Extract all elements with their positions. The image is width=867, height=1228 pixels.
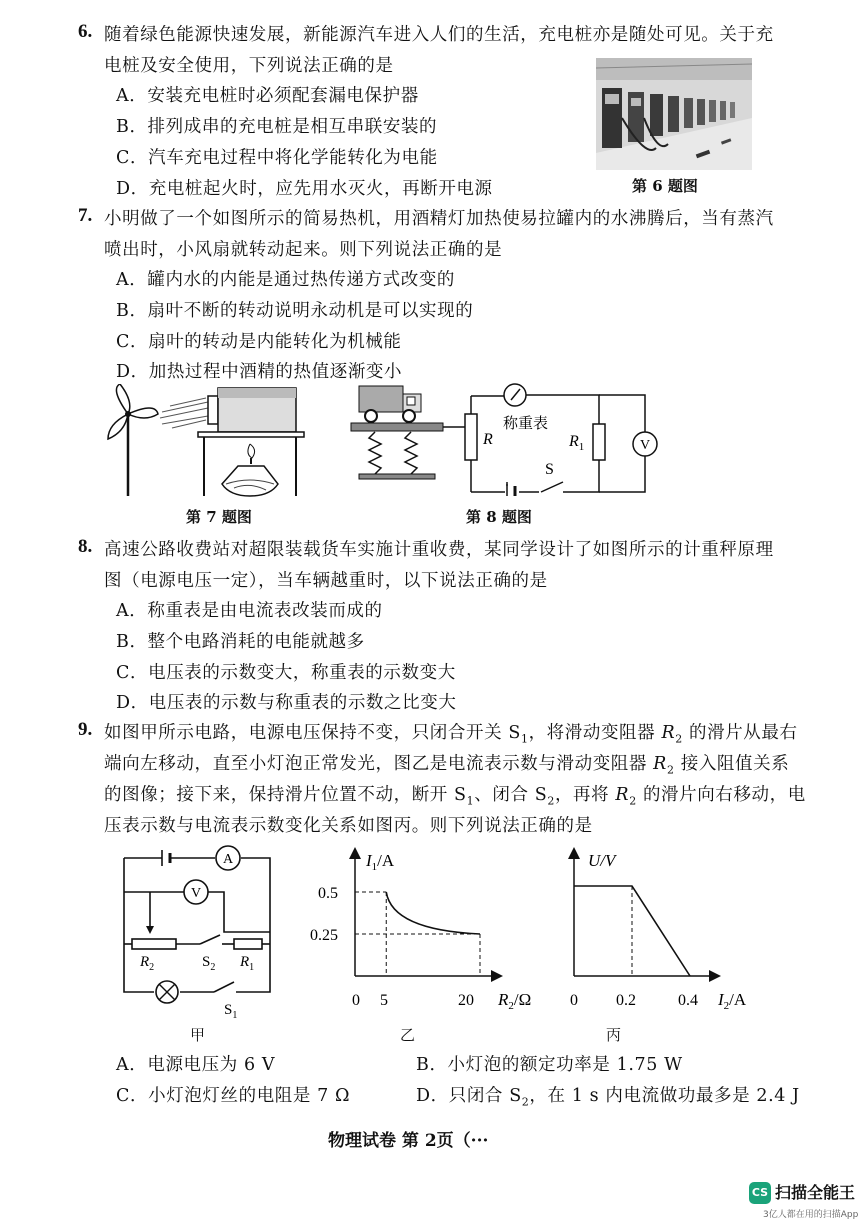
q8-option-b: B．整个电路消耗的电能就越多 — [116, 632, 365, 652]
q7-number: 7. — [78, 205, 93, 226]
q6-stem-line1: 随着绿色能源快速发展，新能源汽车进入人们的生活，充电桩亦是随处可见。关于充 — [104, 25, 774, 45]
bing-xtick-0.4: 0.4 — [678, 992, 698, 1009]
q9-stem-line1: 如图甲所示电路，电源电压保持不变，只闭合开关 $S_1$，将滑动变阻器 $R_2$ 的滑片从最右 — [104, 723, 798, 746]
fig-yi-caption: 乙 — [400, 1026, 416, 1044]
yi-ytick-0.5: 0.5 — [318, 885, 338, 902]
yi-xtick-5: 5 — [380, 992, 388, 1009]
r1-label: $R_1$ — [240, 954, 255, 973]
bing-xtick-0.2: 0.2 — [616, 992, 636, 1009]
switch-s-label: S — [545, 461, 554, 478]
camscanner-logo-icon: CS — [749, 1182, 771, 1204]
q7-stem-line1: 小明做了一个如图所示的简易热机，用酒精灯加热使易拉罐内的水沸腾后，当有蒸汽 — [104, 209, 774, 229]
bing-xtick-0: 0 — [570, 992, 578, 1009]
brand-tagline: 3亿人都在用的扫描App — [763, 1210, 859, 1220]
q6-option-a: A．安装充电桩时必须配套漏电保护器 — [116, 86, 419, 106]
s1-label: $S_1$ — [224, 1002, 238, 1021]
fig-jia-caption: 甲 — [190, 1026, 206, 1044]
resistor-r1-label: $R_1$ — [569, 433, 585, 453]
brand-name: 扫描全能王 — [775, 1183, 856, 1202]
q9-option-a: A．电源电压为 6 V — [116, 1055, 276, 1075]
voltmeter-jia-label: V — [190, 886, 202, 901]
q8-number: 8. — [78, 536, 93, 557]
q9-option-c: C．小灯泡灯丝的电阻是 7 Ω — [116, 1086, 351, 1106]
q8-stem-line1: 高速公路收费站对超限装载货车实施计重收费，某同学设计了如图所示的计重秤原理 — [104, 540, 774, 560]
voltmeter-label: V — [639, 438, 651, 453]
q7-option-c: C．扇叶的转动是内能转化为机械能 — [116, 332, 402, 352]
q6-option-b: B．排列成串的充电桩是相互串联安装的 — [116, 117, 438, 137]
yi-series-line — [386, 892, 480, 934]
graph-bing-figure — [560, 840, 770, 1020]
yi-ytick-0.25: 0.25 — [310, 927, 338, 944]
q9-option-b: B．小灯泡的额定功率是 1.75 W — [416, 1055, 683, 1075]
resistor-r-label: R — [483, 431, 493, 448]
yi-xtick-0: 0 — [352, 992, 360, 1009]
q6-number: 6. — [78, 21, 93, 42]
s2-label: $S_2$ — [202, 954, 216, 973]
q8-stem-line2: 图（电源电压一定），当车辆越重时，以下说法正确的是 — [104, 571, 548, 591]
yi-xtick-20: 20 — [458, 992, 474, 1009]
q6-stem-line2: 电桩及安全使用，下列说法正确的是 — [104, 56, 394, 76]
q9-stem-line4: 压表示数与电流表示数变化关系如图丙。则下列说法正确的是 — [104, 816, 593, 836]
yi-ylabel: $I_1/A$ — [366, 851, 395, 873]
q8-option-d: D．电压表的示数与称重表的示数之比变大 — [116, 693, 457, 713]
fig-bing-caption: 丙 — [606, 1026, 622, 1044]
q9-number: 9. — [78, 719, 93, 740]
weighing-circuit-figure — [345, 376, 665, 496]
q9-stem-line2: 端向左移动，直至小灯泡正常发光，图乙是电流表示数与滑动变阻器 $R_2$ 接入阻值关系 — [104, 754, 790, 777]
q7-stem-line2: 喷出时，小风扇就转动起来。则下列说法正确的是 — [104, 240, 503, 260]
fig6-caption: 第 6 题图 — [632, 177, 698, 195]
circuit-jia-figure — [110, 842, 290, 1022]
bing-xlabel: $I_2/A$ — [718, 990, 747, 1012]
heat-engine-figure — [100, 384, 310, 500]
fig8-caption: 第 8 题图 — [466, 508, 532, 526]
q7-option-b: B．扇叶不断的转动说明永动机是可以实现的 — [116, 301, 474, 321]
q8-option-c: C．电压表的示数变大，称重表的示数变大 — [116, 663, 456, 683]
scale-meter-label: 称重表 — [503, 414, 549, 432]
q7-option-a: A．罐内水的内能是通过热传递方式改变的 — [116, 270, 456, 290]
q7-option-d: D．加热过程中酒精的热值逐渐变小 — [116, 362, 403, 382]
charging-station-photo — [596, 58, 752, 170]
fig7-caption: 第 7 题图 — [186, 508, 252, 526]
q8-option-a: A．称重表是由电流表改装而成的 — [116, 601, 383, 621]
truck-icon — [359, 386, 421, 422]
q6-option-d: D．充电桩起火时，应先用水灭火，再断开电源 — [116, 179, 493, 199]
ammeter-label: A — [222, 852, 234, 867]
page-footer: 物理试卷 第 2页（··· — [328, 1131, 489, 1151]
q9-stem-line3: 的图像；接下来，保持滑片位置不动，断开 $S_1$、闭合 $S_2$，再将 $R_2$ 的滑片向右移动，电 — [104, 785, 806, 808]
q6-option-c: C．汽车充电过程中将化学能转化为电能 — [116, 148, 438, 168]
yi-xlabel: $R_2/\Omega$ — [498, 990, 532, 1012]
graph-yi-figure — [310, 840, 550, 1020]
q9-option-d: D．只闭合 $S_2$，在 1 s 内电流做功最多是 2.4 J — [416, 1086, 800, 1109]
r2-label: $R_2$ — [140, 954, 155, 973]
bing-ylabel: U/V — [588, 851, 616, 870]
